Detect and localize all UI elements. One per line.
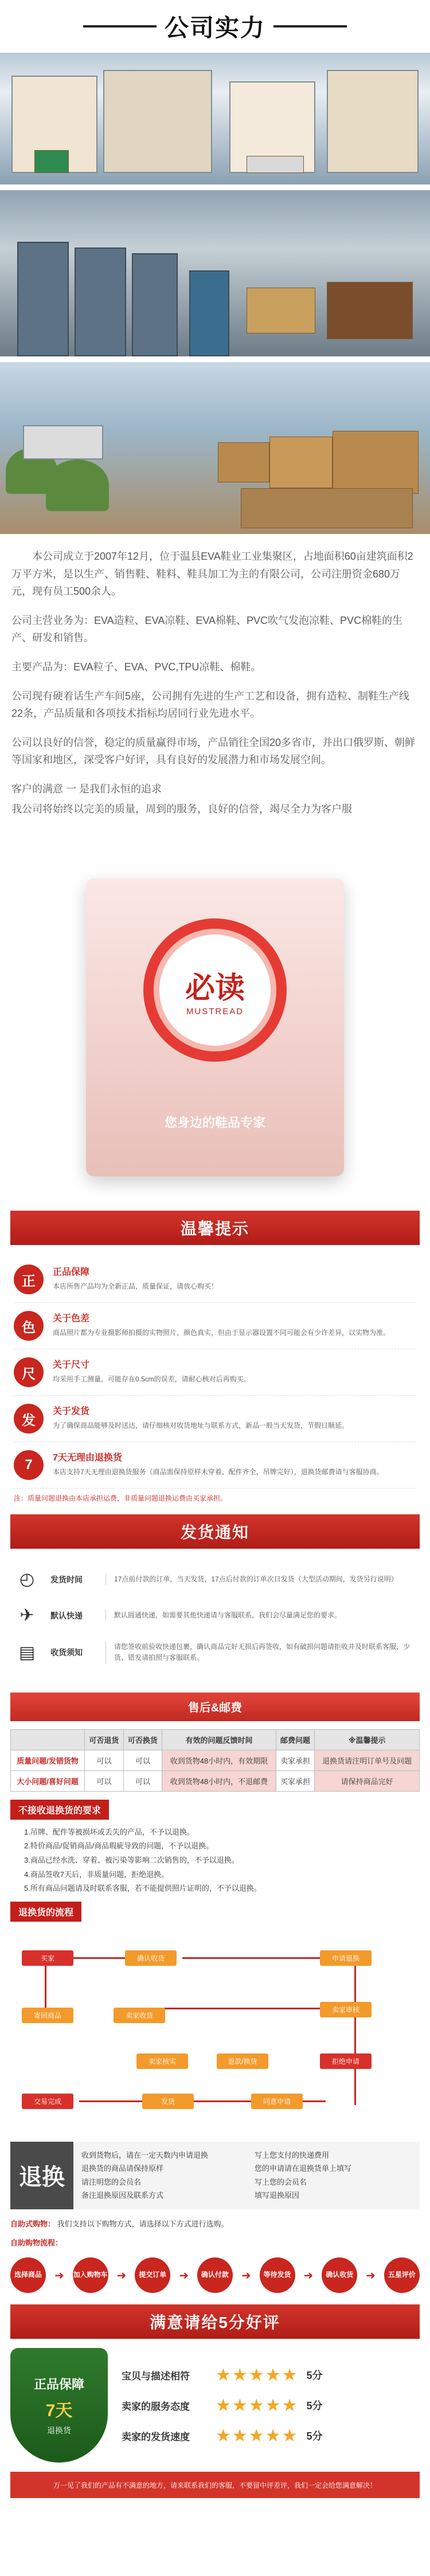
arrow-right-icon: ➜ <box>366 2269 376 2282</box>
production-machine <box>17 242 69 356</box>
tip-title: 关于色差 <box>53 1314 90 1324</box>
carton-stack <box>269 437 333 488</box>
instruction-line: 请注明您的会员名 <box>81 2177 142 2186</box>
step-item: 加入购物车 <box>73 2257 108 2293</box>
seven-day-icon: 7 <box>14 1450 44 1480</box>
flow-node: 卖家审核 <box>320 2002 372 2017</box>
production-machine <box>132 253 178 356</box>
color-icon: 色 <box>14 1311 44 1341</box>
table-header: 邮费问题 <box>276 1729 315 1750</box>
flow-connector <box>45 1962 46 2013</box>
table-cell: 收到货物48小时内，不退邮费 <box>162 1770 276 1791</box>
shipping-text: 17点前付款的订单，当天发货，17点后付款的订单次日发货（大型活动期间，发货另行说明） <box>105 1574 416 1585</box>
showroom-photo <box>0 53 430 184</box>
list-item: 3.商品已经水洗、穿着、被污染等影响二次销售的，不予以退换。 <box>24 1855 239 1864</box>
shipping-text: 请您签收前验收快递包裹，确认商品完好无损后再签收，如有破损问题请拒收并及时联系客服，少货、错发请拍照与客服联系。 <box>105 1642 416 1663</box>
intro-paragraph: 我公司将始终以完美的质量，周到的服务，良好的信誉，竭尽全力为客户服 <box>11 803 352 815</box>
rating-row <box>122 2365 420 2385</box>
no-return-requirements <box>10 1800 420 1896</box>
requirements-title: 不接收退换货的要求 <box>10 1800 109 1820</box>
star-rating-icon: ★★★★★ <box>216 2426 299 2445</box>
shipping-item <box>14 1561 416 1597</box>
ruler-icon: 尺 <box>14 1357 44 1387</box>
flow-node: 发货 <box>142 2094 194 2109</box>
must-read-subtitle: MUSTREAD <box>186 1007 244 1017</box>
intro-paragraph: 本公司成立于2007年12月，位于温县EVA鞋业工业集聚区，占地面积60亩建筑面积2万平方米，是以生产、销售鞋、鞋料、鞋具加工为主的有限公司，公司注册资金680万元，现有员工500余人。 <box>11 551 413 598</box>
self-service-note <box>10 2217 420 2231</box>
shipping-item <box>14 1633 416 1671</box>
production-machine <box>189 270 229 356</box>
tip-item <box>14 1303 416 1349</box>
intro-paragraph: 公司以良好的信誉，稳定的质量赢得市场，产品销往全国20多省市，并出口俄罗斯、朝鲜等国家和地区，深受客户好评，具有良好的发展潜力和市场发展空间。 <box>11 736 416 766</box>
return-exchange-box <box>10 2142 420 2209</box>
return-instructions <box>73 2142 247 2209</box>
workshop-photo <box>0 190 430 356</box>
requirements-list <box>10 1825 420 1896</box>
shield-days: 7天 <box>45 2401 73 2420</box>
note-line: 您的申请请在退换货单上填写 <box>255 2164 352 2173</box>
star-rating-icon: ★★★★★ <box>216 2365 299 2385</box>
material-stack <box>327 282 413 339</box>
shipping-label: 默认快递 <box>50 1611 83 1620</box>
arrow-right-icon: ➜ <box>54 2269 64 2282</box>
flow-node: 同意申请 <box>251 2094 303 2109</box>
arrow-right-icon: ➜ <box>241 2269 251 2282</box>
note-line: 填写退换原因 <box>255 2191 300 2200</box>
tips-note: 注：质量问题退换由本店承担运费，非质量问题退换运费由买家承担。 <box>14 1494 228 1503</box>
table-header: 可否换货 <box>123 1729 162 1750</box>
rating-score: 5分 <box>306 2430 323 2443</box>
flow-node: 卖家收货 <box>114 2008 165 2023</box>
tip-title: 关于尺寸 <box>53 1360 90 1371</box>
shield-subtext: 退换货 <box>47 2425 71 2435</box>
shipping-item <box>14 1597 416 1633</box>
return-flow-diagram <box>10 1933 420 2134</box>
intro-paragraph: 客户的满意 一 是我们永恒的追求 <box>11 783 162 795</box>
process-label: 自助购物流程： <box>10 2238 63 2247</box>
table-cell: 可以 <box>123 1770 162 1791</box>
list-item: 5.所有商品问题请及时联系客服，若不能提供照片证明的，不予以退换。 <box>24 1884 261 1893</box>
shipping-list <box>0 1549 430 1684</box>
tip-text: 均采用手工测量，可能存在0.5cm的误差，请耐心核对后再购买。 <box>53 1375 251 1384</box>
carton-stack <box>218 442 269 482</box>
instruction-line: 退换货的商品请保持原样 <box>81 2164 164 2173</box>
shipping-label: 收货须知 <box>50 1648 83 1658</box>
shoe-shelf <box>327 70 419 173</box>
list-item: 1.吊牌、配件等被损坏或丢失的产品，不予以退换。 <box>24 1827 194 1836</box>
tip-item <box>14 1349 416 1396</box>
delivery-icon: 发 <box>14 1404 44 1434</box>
table-header <box>11 1729 85 1750</box>
shipping-text: 默认圆通快递，如需要其他快递请与客服联系，我们会尽量满足您的要求。 <box>105 1610 416 1621</box>
return-notes <box>247 2142 420 2209</box>
display-counter <box>247 156 304 173</box>
table-row <box>11 1770 420 1791</box>
intro-paragraph: 主要产品为：EVA粒子、EVA、PVC,TPU凉鞋、棉鞋。 <box>11 661 261 673</box>
must-read-title: 必读 <box>185 972 245 1006</box>
returns-title: 售后&邮费 <box>10 1693 420 1721</box>
tip-title: 关于发货 <box>53 1407 90 1417</box>
table-cell: 收到货物48小时内，有效期限 <box>162 1750 276 1770</box>
guarantee-shield-icon <box>10 2348 108 2463</box>
table-header: ※温馨提示 <box>315 1729 420 1750</box>
carton-stack <box>333 431 419 494</box>
header-divider-right <box>273 25 347 28</box>
step-item: 五星评价 <box>384 2257 420 2293</box>
table-cell: 大小问题/喜好问题 <box>11 1770 85 1791</box>
table-cell: 可以 <box>85 1750 124 1770</box>
page-title: 公司实力 <box>164 14 265 41</box>
plane-icon: ✈ <box>19 1606 34 1625</box>
table-header-row <box>11 1729 420 1750</box>
flow-title: 退换货的流程 <box>10 1902 81 1922</box>
step-item: 选择商品 <box>10 2257 46 2293</box>
tip-item <box>14 1442 416 1489</box>
flow-node: 寄回商品 <box>22 2008 73 2023</box>
star-rating-icon: ★★★★★ <box>216 2396 299 2415</box>
list-item: 2.特价商品/促销商品/商品瑕疵导致的问题，不予以退换。 <box>24 1841 214 1851</box>
return-flow-section <box>10 1902 420 1927</box>
must-read-slogan: 您身边的鞋品专家 <box>164 1116 265 1130</box>
header-divider-left <box>83 25 157 28</box>
flow-node: 卖家核实 <box>136 2053 188 2069</box>
table-cell: 买家承担 <box>276 1770 315 1791</box>
flow-node: 交易完成 <box>22 2094 73 2109</box>
tip-title: 正品保障 <box>53 1267 90 1278</box>
carton-stack <box>241 488 413 528</box>
arrow-right-icon: ➜ <box>179 2269 189 2282</box>
arrow-right-icon: ➜ <box>303 2269 314 2282</box>
clock-icon: ◴ <box>19 1570 35 1589</box>
tip-text: 商品照片都为专业摄影师拍摄的实物照片，颜色真实，但由于显示器设置不同可能会有少许差异，以实物为准。 <box>53 1329 390 1337</box>
section-header-company-strength <box>0 0 430 53</box>
production-machine <box>75 248 126 356</box>
flow-node: 拒绝申请 <box>320 2053 372 2069</box>
table-cell: 卖家承担 <box>276 1750 315 1770</box>
must-read-ring <box>143 918 287 1062</box>
rating-label: 卖家的服务态度 <box>122 2401 190 2412</box>
must-read-banner <box>0 844 430 1211</box>
shipping-title: 发货通知 <box>10 1514 420 1549</box>
flow-connector <box>159 2008 331 2009</box>
table-header: 可否退货 <box>85 1729 124 1750</box>
tip-item <box>14 1256 416 1303</box>
table-row <box>11 1750 420 1770</box>
flow-node: 买家 <box>22 1950 73 1966</box>
company-intro <box>0 534 430 844</box>
shield-text: 正品保障 <box>33 2377 84 2392</box>
instruction-line: 备注退换原因及联系方式 <box>81 2191 164 2200</box>
step-item: 提交订单 <box>135 2257 170 2293</box>
self-service-text: 我们支持以下购物方式，请选择以下方式进行选购。 <box>57 2219 229 2228</box>
tip-title: 7天无理由退换货 <box>53 1453 122 1463</box>
purchase-steps <box>10 2257 420 2293</box>
note-line: 写上您的会员名 <box>255 2177 307 2186</box>
step-item: 确认收货 <box>322 2257 357 2293</box>
flow-connector <box>354 1962 356 2105</box>
flow-connector <box>73 1957 131 1959</box>
step-item: 确认付款 <box>197 2257 233 2293</box>
rating-score: 5分 <box>306 2370 323 2382</box>
rating-label: 宝贝与描述相符 <box>122 2370 190 2382</box>
rating-list <box>122 2355 420 2456</box>
returns-table <box>10 1729 420 1792</box>
material-stack <box>247 288 315 333</box>
rating-section <box>10 2348 420 2463</box>
display-counter <box>34 150 69 173</box>
tip-text: 本店支持7天无理由退换货服务（商品需保持原样未穿着、配件齐全、吊牌完好），退换货邮费请与客服协商。 <box>53 1468 384 1477</box>
rating-row <box>122 2426 420 2446</box>
factory-photo <box>0 362 430 534</box>
rating-row <box>122 2396 420 2416</box>
flow-node: 申请退换 <box>320 1950 372 1966</box>
table-cell: 可以 <box>85 1770 124 1791</box>
tip-item <box>14 1396 416 1442</box>
table-cell: 请保持商品完好 <box>315 1770 420 1791</box>
rating-score: 5分 <box>306 2400 323 2412</box>
step-item: 等待发货 <box>260 2257 295 2293</box>
rating-title: 满意请给5分好评 <box>10 2304 420 2339</box>
flow-node: 确认收货 <box>125 1950 177 1966</box>
arrow-right-icon: ➜ <box>116 2269 127 2282</box>
shipping-label: 发货时间 <box>50 1574 83 1584</box>
tip-text: 为了确保商品能够及时送达，请仔细核对收货地址与联系方式，新品一般当天发货，节假日顺延。 <box>53 1421 349 1430</box>
factory-building <box>23 425 103 460</box>
table-header: 有效的问题反馈时间 <box>162 1729 276 1750</box>
note-line: 写上您支付的快递费用 <box>255 2150 330 2159</box>
table-cell: 可以 <box>123 1750 162 1770</box>
flow-node: 退款/换货 <box>217 2053 268 2069</box>
rating-label: 卖家的发货速度 <box>122 2431 190 2443</box>
self-service-label: 自助式购物： <box>10 2219 56 2228</box>
process-note <box>10 2236 420 2249</box>
flow-connector <box>182 1957 326 1959</box>
box-icon: ▤ <box>18 1643 36 1662</box>
intro-paragraph: 公司现有硬着话生产车间5座，公司拥有先进的生产工艺和设备，拥有造粒、制鞋生产线22条，产品质量和各项技术指标均居同行业先进水平。 <box>11 690 410 720</box>
list-item: 4.商品签收7天后，非质量问题，拒绝退换。 <box>24 1870 169 1879</box>
must-read-card <box>86 878 344 1176</box>
intro-paragraph: 公司主营业务为：EVA造粒、EVA凉鞋、EVA棉鞋、PVC吹气发泡凉鞋、PVC棉鞋的生产、研发和销售。 <box>11 614 403 644</box>
authentic-icon: 正 <box>14 1265 44 1294</box>
tips-list <box>0 1245 430 1514</box>
footer-notice: 万一见了我们的产品有不满意的地方，请来联系我们的客服，不要留中评差评，我们一定会给您满意解决！ <box>10 2472 420 2498</box>
instruction-line: 收到货物后，请在一定天数内申请退换 <box>81 2150 209 2159</box>
shoe-shelf <box>103 70 212 173</box>
tree <box>46 460 109 511</box>
table-cell: 退换货请注明订单号及问题 <box>315 1750 420 1770</box>
tips-title: 温馨提示 <box>10 1211 420 1245</box>
return-exchange-badge: 退换 <box>10 2142 73 2209</box>
tip-text: 本店所售产品均为全新正品，质量保证，请放心购买！ <box>53 1282 218 1291</box>
table-cell: 质量问题/发错货物 <box>11 1750 85 1770</box>
